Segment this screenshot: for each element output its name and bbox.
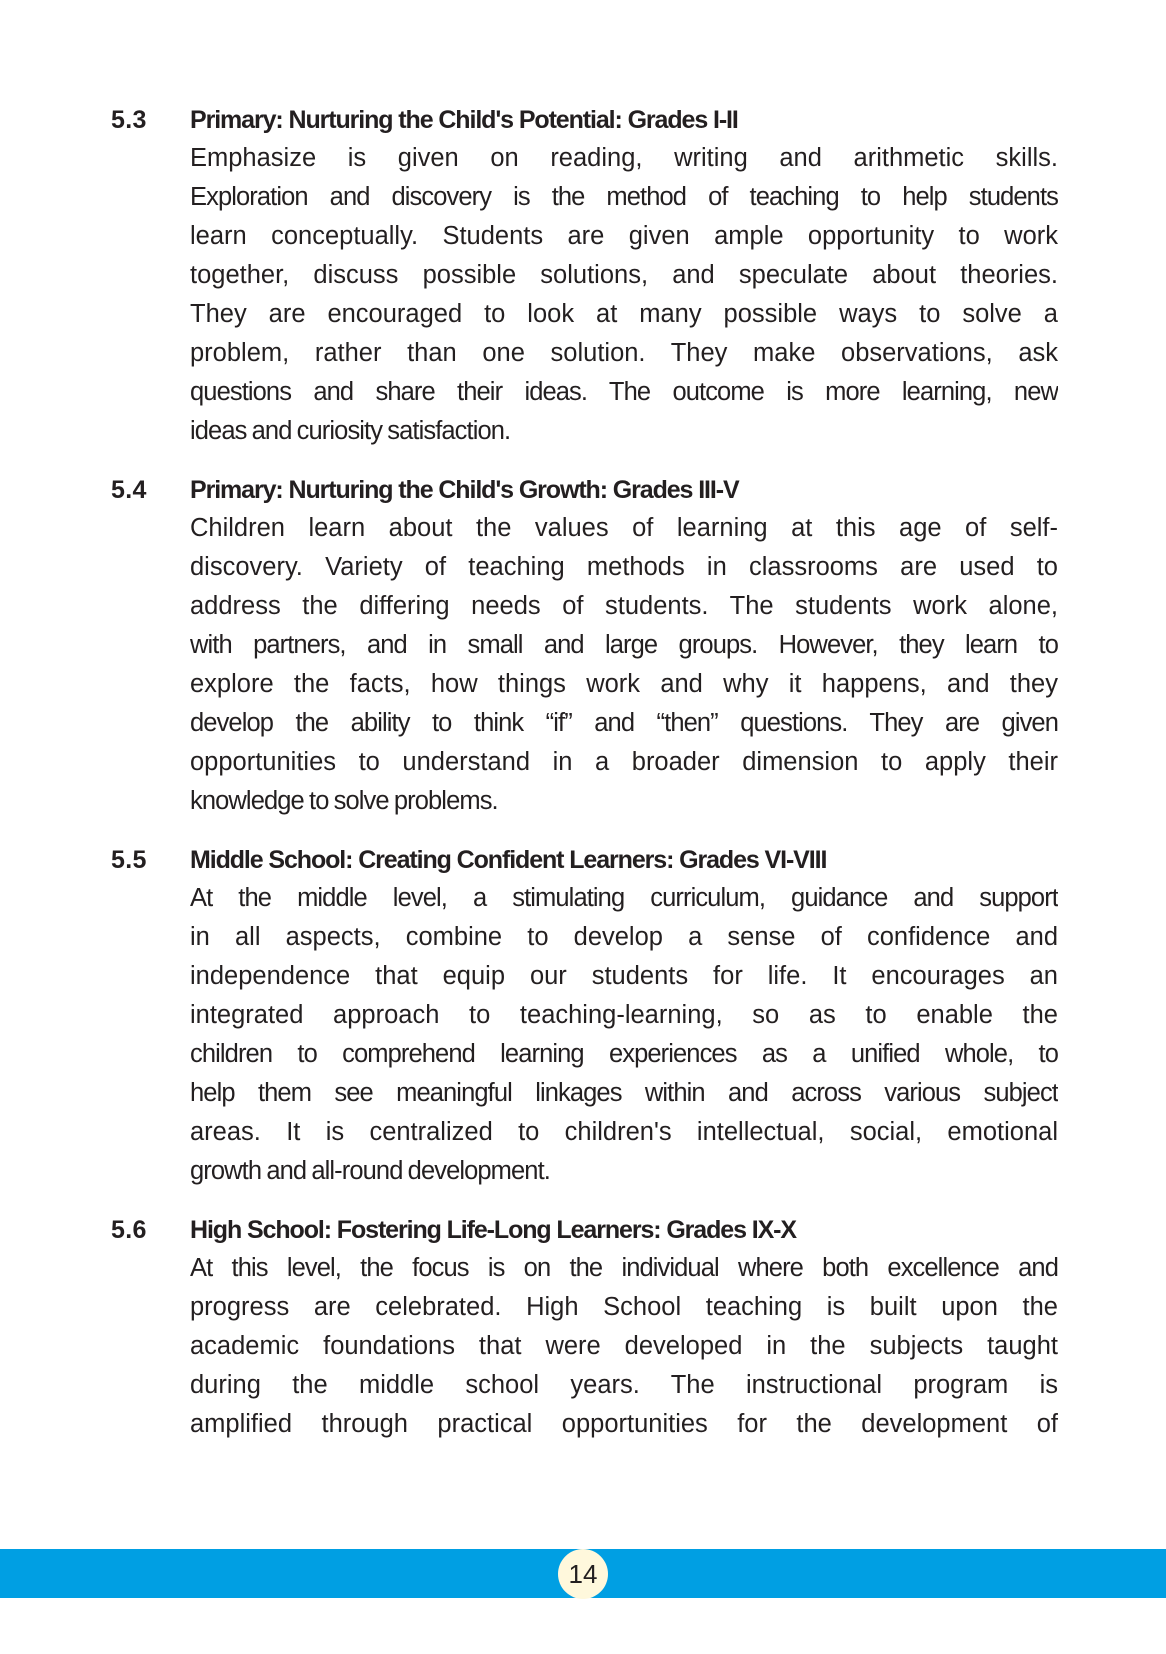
section-number: 5.4 — [111, 476, 147, 504]
body-line: They are encouraged to look at many possible ways to solve a — [190, 300, 1058, 328]
body-line: opportunities to understand in a broader dimension to apply their — [190, 748, 1058, 776]
body-line: explore the facts, how things work and why it happens, and they — [190, 670, 1058, 698]
section-body — [190, 879, 1058, 1191]
body-line: progress are celebrated. High School teaching is built upon the — [190, 1293, 1058, 1321]
body-line: growth and all-round development. — [190, 1157, 550, 1185]
section-number: 5.6 — [111, 1216, 147, 1244]
section-heading — [0, 472, 1166, 509]
body-line: integrated approach to teaching-learning, so as to enable the — [190, 1001, 1058, 1029]
body-line: learn conceptually. Students are given ample opportunity to work — [190, 222, 1058, 250]
body-line: address the differing needs of students. The students work alone, — [190, 592, 1058, 620]
section-title: Middle School: Creating Confident Learners: Grades VI-VIII — [190, 846, 827, 874]
body-line: At this level, the focus is on the individual where both excellence and — [190, 1254, 1058, 1282]
body-line: discovery. Variety of teaching methods in classrooms are used to — [190, 553, 1058, 581]
section-number: 5.3 — [111, 106, 147, 134]
body-line: knowledge to solve problems. — [190, 787, 498, 815]
section-heading — [0, 842, 1166, 879]
body-line: together, discuss possible solutions, and speculate about theories. — [190, 261, 1058, 289]
page-number: 14 — [568, 1558, 598, 1589]
section-body — [190, 509, 1058, 821]
body-line: academic foundations that were developed in the subjects taught — [190, 1332, 1058, 1360]
page-number-badge — [558, 1549, 608, 1599]
body-line: independence that equip our students for life. It encourages an — [190, 962, 1058, 990]
body-line: help them see meaningful linkages within and across various subject — [190, 1079, 1058, 1107]
body-line: ideas and curiosity satisfaction. — [190, 417, 511, 445]
section-title: High School: Fostering Life-Long Learners: Grades IX-X — [190, 1216, 796, 1244]
body-line: develop the ability to think “if” and “then” questions. They are given — [190, 709, 1058, 737]
body-line: with partners, and in small and large groups. However, they learn to — [190, 631, 1058, 659]
section-body — [190, 1249, 1058, 1444]
section-body — [190, 139, 1058, 451]
body-line: Exploration and discovery is the method of teaching to help students — [190, 183, 1058, 211]
section-title: Primary: Nurturing the Child's Growth: Grades III-V — [190, 476, 739, 504]
body-line: Children learn about the values of learning at this age of self- — [190, 514, 1058, 542]
body-line: problem, rather than one solution. They make observations, ask — [190, 339, 1058, 367]
section-title: Primary: Nurturing the Child's Potential: Grades I-II — [190, 106, 738, 134]
body-line: amplified through practical opportunities for the development of — [190, 1410, 1058, 1438]
body-line: in all aspects, combine to develop a sense of confidence and — [190, 923, 1058, 951]
body-line: areas. It is centralized to children's intellectual, social, emotional — [190, 1118, 1058, 1146]
body-line: children to comprehend learning experiences as a unified whole, to — [190, 1040, 1058, 1068]
body-line: during the middle school years. The instructional program is — [190, 1371, 1058, 1399]
section-number: 5.5 — [111, 846, 147, 874]
body-line: questions and share their ideas. The outcome is more learning, new — [190, 378, 1058, 406]
body-line: At the middle level, a stimulating curriculum, guidance and support — [190, 884, 1058, 912]
body-line: Emphasize is given on reading, writing and arithmetic skills. — [190, 144, 1058, 172]
section-heading — [0, 1212, 1166, 1249]
section-heading — [0, 102, 1166, 139]
